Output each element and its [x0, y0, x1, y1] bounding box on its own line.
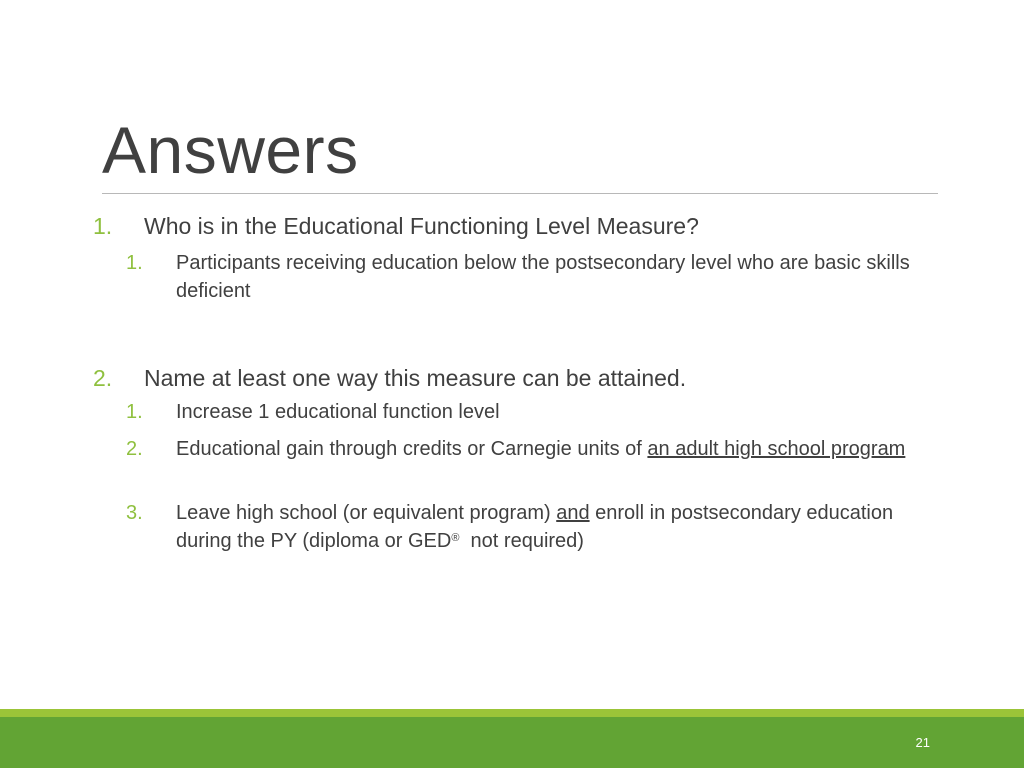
- answer-text: [176, 499, 946, 555]
- registered-mark: ®: [451, 532, 460, 544]
- title-divider: [102, 193, 938, 194]
- question-text: Who is in the Educational Functioning Level Measure?: [144, 213, 699, 239]
- question-number: 1.: [93, 213, 113, 239]
- answer-text: [176, 435, 946, 463]
- answer-number: 2.: [126, 438, 143, 460]
- footer-accent-band: [0, 709, 1024, 717]
- question-number: 2.: [93, 365, 113, 391]
- answer-number: 1.: [126, 252, 143, 274]
- answer-text-underlined: and: [556, 502, 590, 524]
- answer-number: 3.: [126, 502, 143, 524]
- footer-band: [0, 717, 1024, 768]
- answer-text: Participants receiving education below the postsecondary level who are basic skills deficient: [176, 252, 910, 302]
- slide-title: Answers: [102, 113, 359, 187]
- answer-number: 1.: [126, 401, 143, 423]
- answer-text: Increase 1 educational function level: [176, 401, 500, 423]
- answer-text-plain-2: enroll in postsecondary education during the PY (diploma or GED: [176, 502, 894, 552]
- answer-text-underlined: an adult high school program: [647, 438, 906, 460]
- question-text: Name at least one way this measure can be attained.: [144, 365, 687, 391]
- answer-text-plain-3: not required): [459, 530, 584, 552]
- answer-text-plain: Leave high school (or equivalent program): [176, 502, 557, 524]
- page-number: 21: [915, 735, 930, 750]
- answer-text-plain: Educational gain through credits or Carnegie units of: [176, 438, 648, 460]
